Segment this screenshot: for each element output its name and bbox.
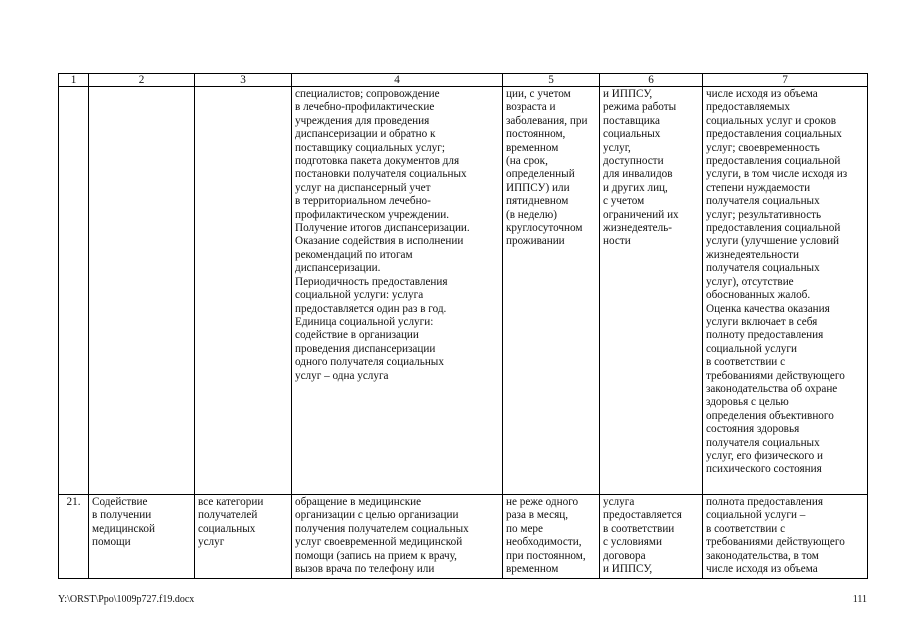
column-number-1: 1	[59, 74, 89, 87]
text-line: поставщику социальных услуг;	[295, 141, 445, 154]
text-line: обращение в медицинские	[295, 496, 422, 508]
text-line: одного получателя социальных	[295, 356, 444, 369]
text-line: учреждения для проведения	[295, 114, 430, 127]
text-line: предоставляется	[603, 509, 682, 522]
text-line: Содействие	[92, 496, 148, 508]
text-line: в получении	[92, 509, 152, 522]
text-line: Единица социальной услуги:	[295, 315, 434, 328]
text-line: необходимости,	[506, 536, 582, 549]
text-line: жизнедеятель-	[603, 222, 673, 235]
text-line: Периодичность предоставления	[295, 275, 448, 288]
periodicity-cell	[503, 495, 600, 579]
service-description-cell	[292, 87, 503, 495]
column-number-5: 5	[503, 74, 600, 87]
text-line: с условиями	[603, 536, 662, 549]
text-line: определения объективного	[706, 409, 834, 422]
text-line: пятидневном	[506, 195, 569, 208]
text-line: не реже одного	[506, 496, 579, 508]
text-line: в соответствии	[603, 522, 675, 535]
column-number-2: 2	[89, 74, 195, 87]
text-line: ограничений их	[603, 208, 679, 221]
text-line: и ИППСУ,	[603, 88, 653, 100]
text-line: услуг,	[603, 141, 631, 154]
text-line: состояния здоровья	[706, 423, 800, 436]
text-line: получателя социальных	[706, 436, 820, 449]
text-line: по мере	[506, 522, 543, 535]
text-line: требованиями действующего	[706, 536, 845, 549]
table-row-21	[59, 495, 868, 579]
text-line: социальной услуги	[706, 342, 797, 355]
text-line: числе исходя из объема	[706, 563, 818, 576]
text-line: услуга	[603, 496, 635, 508]
text-line: постоянном,	[506, 128, 566, 141]
text-line: полнота предоставления	[706, 496, 823, 508]
column-number-row	[59, 74, 868, 87]
text-line: услуг	[198, 536, 225, 549]
text-line: получателей	[198, 509, 258, 522]
text-line: в лечебно-профилактические	[295, 101, 435, 114]
text-line: услуг; своевременность	[706, 141, 820, 154]
text-line: законодательства, в том	[706, 549, 819, 562]
text-line: круглосуточном	[506, 222, 583, 235]
service-description-cell	[292, 495, 503, 579]
text-line: в соответствии с	[706, 522, 786, 535]
text-line: при постоянном,	[506, 549, 586, 562]
text-line: возраста и	[506, 101, 556, 114]
text-line: Получение итогов диспансеризации.	[295, 222, 470, 235]
text-line: в территориальном лечебно-	[295, 195, 431, 208]
text-line: рекомендаций по итогам	[295, 248, 413, 261]
row-number-cell: 21.	[59, 495, 89, 579]
text-line: все категории	[198, 496, 264, 508]
text-line: диспансеризации и обратно к	[295, 128, 436, 141]
text-line: требованиями действующего	[706, 369, 845, 382]
text-line: получателя социальных	[706, 195, 820, 208]
text-line: содействие в организации	[295, 329, 419, 342]
text-line: временном	[506, 563, 559, 576]
text-line: услуги, в том числе исходя из	[706, 168, 848, 181]
column-number-6: 6	[600, 74, 703, 87]
text-line: социальной услуги –	[706, 509, 806, 522]
text-line: постановки получателя социальных	[295, 168, 467, 181]
service-name-cell	[89, 495, 195, 579]
text-line: Оценка качества оказания	[706, 302, 830, 315]
periodicity-cell	[503, 87, 600, 495]
text-line: социальных услуг и сроков	[706, 114, 836, 127]
text-line: социальных	[198, 522, 256, 535]
text-line: Оказание содействия в исполнении	[295, 235, 464, 248]
text-line: числе исходя из объема	[706, 88, 818, 100]
text-line: заболевания, при	[506, 114, 588, 127]
text-line: степени нуждаемости	[706, 181, 811, 194]
text-line: проведения диспансеризации	[295, 342, 436, 355]
text-line: (на срок,	[506, 155, 548, 168]
text-line: профилактическом учреждении.	[295, 208, 450, 221]
text-line: услуг), отсутствие	[706, 275, 794, 288]
text-line: специалистов; сопровождение	[295, 88, 440, 100]
text-line: ИППСУ) или	[506, 181, 570, 194]
column-number-4: 4	[292, 74, 503, 87]
text-line: поставщика	[603, 114, 660, 127]
text-line: услуги включает в себя	[706, 315, 818, 328]
text-line: жизнедеятельности	[706, 248, 799, 261]
text-line: с учетом	[603, 195, 645, 208]
text-line: вызов врача по телефону или	[295, 563, 435, 576]
column-number-3: 3	[195, 74, 292, 87]
text-line: получения получателем социальных	[295, 522, 469, 535]
recipient-category-cell	[195, 87, 292, 495]
text-line: подготовка пакета документов для	[295, 155, 460, 168]
row-number-cell	[59, 87, 89, 495]
text-line: ности	[603, 235, 631, 248]
text-line: предоставляется один раз в год.	[295, 302, 447, 315]
text-line: здоровья с целью	[706, 396, 789, 409]
text-line: диспансеризации.	[295, 262, 381, 275]
text-line: социальных	[603, 128, 661, 141]
service-name-cell	[89, 87, 195, 495]
text-line: услуг; результативность	[706, 208, 822, 221]
conditions-cell	[600, 87, 703, 495]
quality-indicators-cell	[703, 87, 868, 495]
text-line: услуг, его физического и	[706, 449, 823, 462]
text-line: организации с целью организации	[295, 509, 459, 522]
text-line: ции, с учетом	[506, 88, 571, 100]
text-line: и других лиц,	[603, 181, 668, 194]
text-line: услуги (улучшение условий	[706, 235, 840, 248]
text-line: социальной услуги: услуга	[295, 289, 424, 302]
text-line: и ИППСУ,	[603, 563, 653, 576]
text-line: предоставления социальной	[706, 155, 841, 168]
text-line: определенный	[506, 168, 575, 181]
text-line: в соответствии с	[706, 356, 786, 369]
conditions-cell	[600, 495, 703, 579]
text-line: договора	[603, 549, 646, 562]
text-line: помощи (запись на прием к врачу,	[295, 549, 457, 562]
text-line: раза в месяц,	[506, 509, 569, 522]
text-line: для инвалидов	[603, 168, 673, 181]
text-line: услуг своевременной медицинской	[295, 536, 463, 549]
text-line: предоставления социальной	[706, 222, 841, 235]
recipient-category-cell	[195, 495, 292, 579]
text-line: режима работы	[603, 101, 677, 114]
text-line: предоставляемых	[706, 101, 790, 114]
text-line: полноту предоставления	[706, 329, 824, 342]
text-line: психического состояния	[706, 463, 822, 476]
text-line: доступности	[603, 155, 664, 168]
text-line: медицинской	[92, 522, 155, 535]
text-line: законодательства об охране	[706, 382, 838, 395]
text-line: услуг – одна услуга	[295, 369, 389, 382]
quality-indicators-cell	[703, 495, 868, 579]
text-line: предоставления социальных	[706, 128, 842, 141]
text-line: проживании	[506, 235, 565, 248]
text-line: (в неделю)	[506, 208, 557, 221]
text-line: временном	[506, 141, 559, 154]
services-table	[58, 73, 868, 579]
text-line: обоснованных жалоб.	[706, 289, 811, 302]
table-row-continued	[59, 87, 868, 495]
page-number: 111	[852, 594, 867, 605]
footer-file-path: Y:\ORST\Ppo\1009p727.f19.docx	[58, 594, 195, 605]
text-line: помощи	[92, 536, 131, 549]
column-number-7: 7	[703, 74, 868, 87]
text-line: услуг на диспансерный учет	[295, 181, 431, 194]
text-line: получателя социальных	[706, 262, 820, 275]
